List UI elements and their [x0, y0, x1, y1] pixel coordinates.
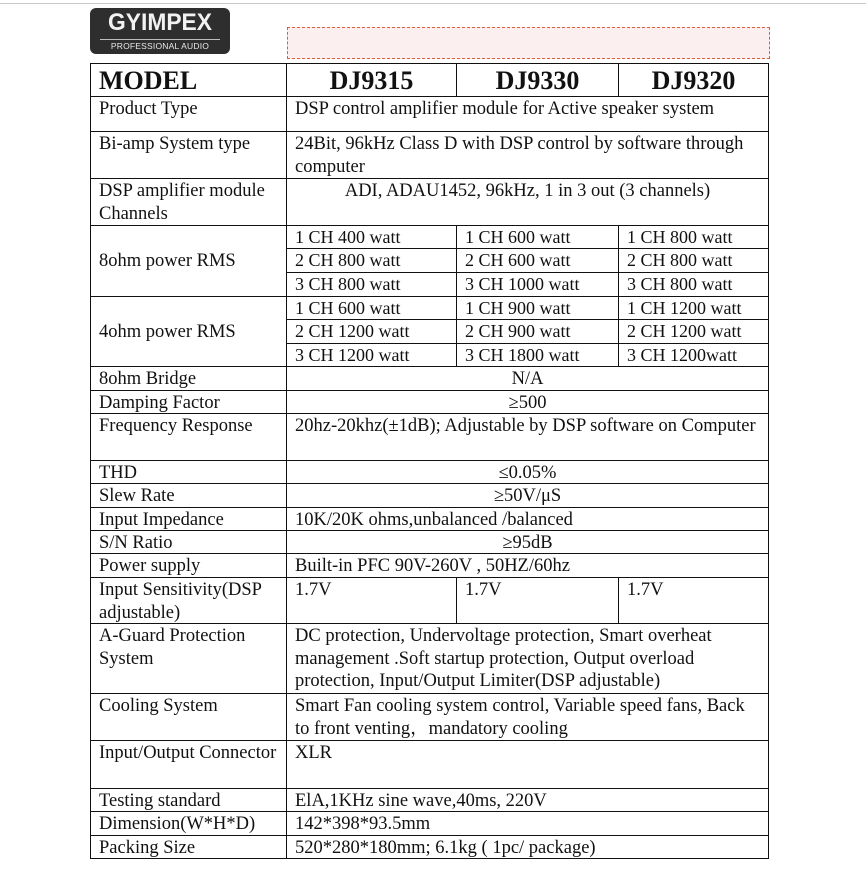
- row-value-sn-ratio: ≥95dB: [286, 530, 769, 554]
- row-label-slew: Slew Rate: [90, 483, 287, 508]
- row-label-freq-response: Frequency Response: [90, 413, 287, 461]
- row-label-packing: Packing Size: [90, 835, 287, 859]
- row-label-dimension: Dimension(W*H*D): [90, 811, 287, 836]
- header-model-2: DJ9330: [456, 63, 619, 97]
- power-8ohm-model2-ch2: 2 CH 600 watt: [456, 248, 619, 273]
- row-value-dsp-channels: ADI, ADAU1452, 96kHz, 1 in 3 out (3 channels): [286, 178, 769, 226]
- row-label-io-connector: Input/Output Connector: [90, 740, 287, 789]
- row-value-biamp: 24Bit, 96kHz Class D with DSP control by software through computer: [286, 131, 769, 179]
- row-value-slew: ≥50V/μS: [286, 483, 769, 508]
- row-value-power-supply: Built-in PFC 90V-260V , 50HZ/60hz: [286, 553, 769, 578]
- row-label-bridge-8ohm: 8ohm Bridge: [90, 366, 287, 391]
- top-divider: [0, 3, 866, 4]
- row-label-dsp-channels: DSP amplifier module Channels: [90, 178, 287, 226]
- row-label-power-supply: Power supply: [90, 553, 287, 578]
- row-value-testing: ElA,1KHz sine wave,40ms, 220V: [286, 788, 769, 812]
- row-label-aguard: A-Guard Protection System: [90, 623, 287, 694]
- row-label-sn-ratio: S/N Ratio: [90, 530, 287, 554]
- row-value-input-impedance: 10K/20K ohms,unbalanced /balanced: [286, 507, 769, 531]
- row-label-product-type: Product Type: [90, 96, 287, 132]
- header-model-1: DJ9315: [286, 63, 457, 97]
- brand-logo: [90, 8, 230, 54]
- row-value-aguard: DC protection, Undervoltage protection, Smart overheat management .Soft startup protection, Output overload protection, Input/Output Limiter(DSP adjustable): [286, 623, 769, 694]
- row-value-damping: ≥500: [286, 390, 769, 414]
- brand-tagline: PROFESSIONAL AUDIO: [110, 41, 210, 51]
- brand-name: GYIMPEX: [108, 9, 212, 36]
- row-label-damping: Damping Factor: [90, 390, 287, 414]
- power-8ohm-model2-ch1: 1 CH 600 watt: [456, 225, 619, 249]
- row-label-biamp: Bi-amp System type: [90, 131, 287, 179]
- input-sensitivity-model2: 1.7V: [456, 577, 619, 624]
- row-value-cooling: Smart Fan cooling system control, Variable speed fans, Back to front venting，mandatory cooling: [286, 693, 769, 741]
- power-8ohm-model3-ch1: 1 CH 800 watt: [618, 225, 769, 249]
- header-model-3: DJ9320: [618, 63, 769, 97]
- power-4ohm-model1-ch3: 3 CH 1200 watt: [286, 343, 457, 367]
- row-label-thd: THD: [90, 460, 287, 484]
- row-label-input-impedance: Input Impedance: [90, 507, 287, 531]
- input-sensitivity-model3: 1.7V: [618, 577, 769, 624]
- row-label-testing: Testing standard: [90, 788, 287, 812]
- row-label-input-sensitivity: Input Sensitivity(DSP adjustable): [90, 577, 287, 624]
- row-value-freq-response: 20hz-20khz(±1dB); Adjustable by DSP software on Computer: [286, 413, 769, 461]
- label-text: 4ohm power RMS: [99, 321, 236, 342]
- row-label-cooling: Cooling System: [90, 693, 287, 741]
- power-8ohm-model2-ch3: 3 CH 1000 watt: [456, 272, 619, 297]
- row-label-power-4ohm: [90, 296, 287, 367]
- power-4ohm-model3-ch3: 3 CH 1200watt: [618, 343, 769, 367]
- spec-table: [90, 63, 769, 859]
- power-4ohm-model1-ch2: 2 CH 1200 watt: [286, 319, 457, 344]
- row-value-dimension: 142*398*93.5mm: [286, 811, 769, 836]
- row-value-io-connector: XLR: [286, 740, 769, 789]
- power-8ohm-model1-ch1: 1 CH 400 watt: [286, 225, 457, 249]
- power-8ohm-model3-ch3: 3 CH 800 watt: [618, 272, 769, 297]
- power-4ohm-model2-ch3: 3 CH 1800 watt: [456, 343, 619, 367]
- row-value-bridge-8ohm: N/A: [286, 366, 769, 391]
- power-4ohm-model3-ch2: 2 CH 1200 watt: [618, 319, 769, 344]
- power-4ohm-model1-ch1: 1 CH 600 watt: [286, 296, 457, 320]
- logo-divider: [100, 39, 220, 40]
- input-sensitivity-model1: 1.7V: [286, 577, 457, 624]
- power-4ohm-model2-ch1: 1 CH 900 watt: [456, 296, 619, 320]
- power-8ohm-model1-ch2: 2 CH 800 watt: [286, 248, 457, 273]
- placeholder-region: [287, 27, 770, 59]
- row-value-thd: ≤0.05%: [286, 460, 769, 484]
- header-model-label: MODEL: [90, 63, 287, 97]
- label-text: 8ohm power RMS: [99, 251, 236, 272]
- power-4ohm-model2-ch2: 2 CH 900 watt: [456, 319, 619, 344]
- power-8ohm-model3-ch2: 2 CH 800 watt: [618, 248, 769, 273]
- power-8ohm-model1-ch3: 3 CH 800 watt: [286, 272, 457, 297]
- row-label-power-8ohm: [90, 225, 287, 297]
- row-value-packing: 520*280*180mm; 6.1kg ( 1pc/ package): [286, 835, 769, 859]
- power-4ohm-model3-ch1: 1 CH 1200 watt: [618, 296, 769, 320]
- row-value-product-type: DSP control amplifier module for Active speaker system: [286, 96, 769, 132]
